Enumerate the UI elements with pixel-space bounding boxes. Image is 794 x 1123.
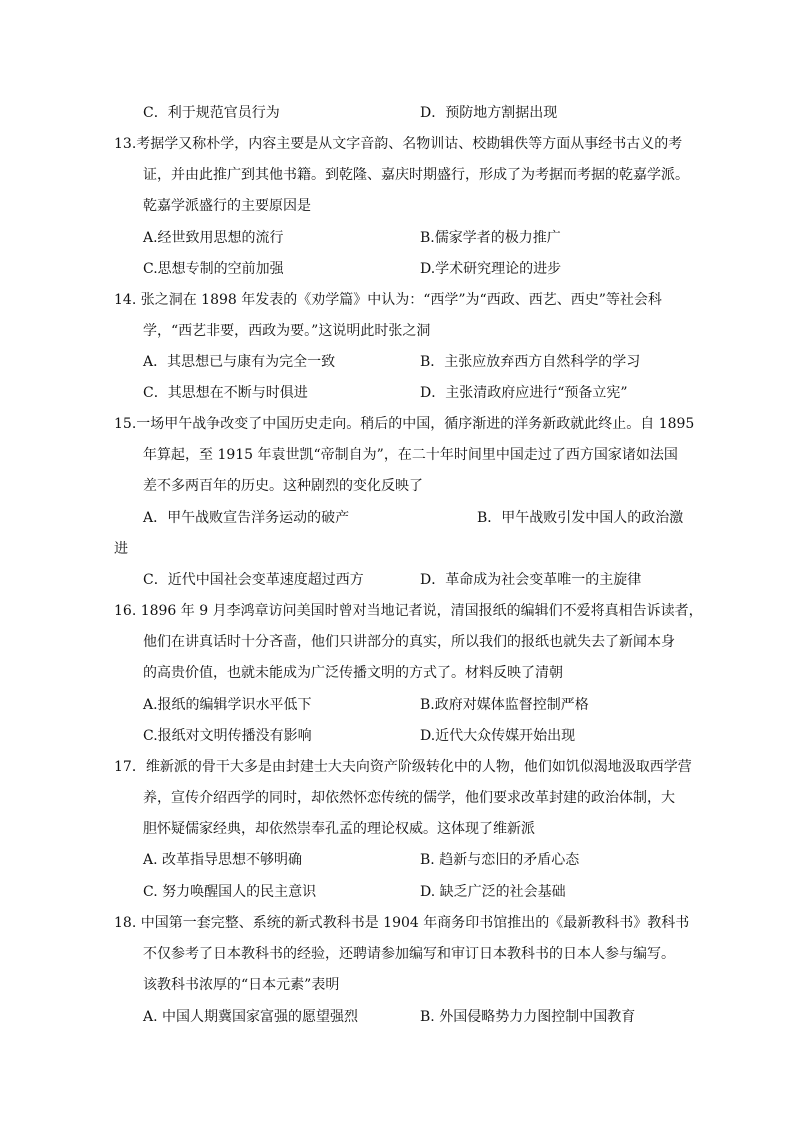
q17-option-a[interactable]: A. 改革指导思想不够明确 [143,852,303,868]
q16-option-a[interactable]: A.报纸的编辑学识水平低下 [143,697,312,713]
q16-stem-line-2: 他们在讲真话时十分吝啬，他们只讲部分的真实，所以我们的报纸也就失去了新闻本身 [143,634,675,650]
q14-option-a[interactable]: A．其思想已与康有为完全一致 [143,354,336,370]
q16-stem-line-1: 16. 1896 年 9 月李鸿章访问美国时曾对当地记者说，清国报纸的编辑们不爱将真相告诉读者， [114,603,703,619]
q16-option-d[interactable]: D.近代大众传媒开始出现 [420,728,576,744]
q15-option-c[interactable]: C．近代中国社会变革速度超过西方 [143,572,364,588]
q17-stem-line-3: 胆怀疑儒家经典，却依然崇奉孔孟的理论权威。这体现了维新派 [143,821,535,837]
q18-stem-line-2: 不仅参考了日本教科书的经验，还聘请参加编写和审订日本教科书的日本人参与编写。 [143,946,675,962]
q13-option-b[interactable]: B.儒家学者的极力推广 [420,230,561,246]
q17-option-b[interactable]: B. 趋新与恋旧的矛盾心态 [420,852,580,868]
q13-option-a[interactable]: A.经世致用思想的流行 [143,230,284,246]
q13-option-d[interactable]: D.学术研究理论的进步 [420,261,562,277]
q13-option-c[interactable]: C.思想专制的空前加强 [143,261,284,277]
q17-option-d[interactable]: D. 缺乏广泛的社会基础 [420,884,566,900]
q16-option-b[interactable]: B.政府对媒体监督控制严格 [420,697,589,713]
q18-option-a[interactable]: A. 中国人期冀国家富强的愿望强烈 [143,1009,359,1025]
q17-stem-line-2: 养，宣传介绍西学的同时，却依然怀恋传统的儒学，他们要求改革封建的政治体制，大 [143,790,675,806]
q14-option-d[interactable]: D．主张清政府应进行“预备立宪” [420,385,628,401]
q14-stem-line-1: 14. 张之洞在 1898 年发表的《劝学篇》中认为：“西学”为“西政、西艺、西史”等社会科 [114,292,662,308]
q15-option-a[interactable]: A．甲午战败宣告洋务运动的破产 [143,510,350,526]
q18-option-b[interactable]: B. 外国侵略势力力图控制中国教育 [420,1009,636,1025]
q12-option-d[interactable]: D．预防地方割据出现 [420,105,558,121]
q14-option-c[interactable]: C．其思想在不断与时俱进 [143,385,308,401]
q14-option-b[interactable]: B．主张应放弃西方自然科学的学习 [420,354,641,370]
q12-option-c[interactable]: C．利于规范官员行为 [143,105,280,121]
q15-option-d[interactable]: D．革命成为社会变革唯一的主旋律 [420,572,642,588]
q17-option-c[interactable]: C. 努力唤醒国人的民主意识 [143,884,317,900]
q15-option-b[interactable]: B．甲午战败引发中国人的政治激 [477,510,684,526]
q18-stem-line-1: 18. 中国第一套完整、系统的新式教科书是 1904 年商务印书馆推出的《最新教科书》教科书 [114,915,690,931]
q15-option-b-continued: 进 [114,541,128,557]
q13-stem-line-1: 13.考据学又称朴学，内容主要是从文字音韵、名物训诂、校勘辑佚等方面从事经书古义的考 [114,136,683,152]
q18-stem-line-3: 该教科书浓厚的“日本元素”表明 [143,977,340,993]
q13-stem-line-3: 乾嘉学派盛行的主要原因是 [143,198,311,214]
q15-stem-line-1: 15.一场甲午战争改变了中国历史走向。稍后的中国，循序渐进的洋务新政就此终止。自 1895 [114,416,695,432]
q16-stem-line-3: 的高贵价值，也就未能成为广泛传播文明的方式了。材料反映了清朝 [143,665,563,681]
q15-stem-line-2: 年算起，至 1915 年袁世凯“帝制自为”，在二十年时间里中国走过了西方国家诸如法国 [143,447,678,463]
q14-stem-line-2: 学，“西艺非要，西政为要。”这说明此时张之洞 [143,323,431,339]
q17-stem-line-1: 17．维新派的骨干大多是由封建士大夫向资产阶级转化中的人物，他们如饥似渴地汲取西学营 [114,759,692,775]
q15-stem-line-3: 差不多两百年的历史。这种剧烈的变化反映了 [143,478,423,494]
q13-stem-line-2: 证，并由此推广到其他书籍。到乾隆、嘉庆时期盛行，形成了为考据而考据的乾嘉学派。 [143,167,689,183]
q16-option-c[interactable]: C.报纸对文明传播没有影响 [143,728,312,744]
